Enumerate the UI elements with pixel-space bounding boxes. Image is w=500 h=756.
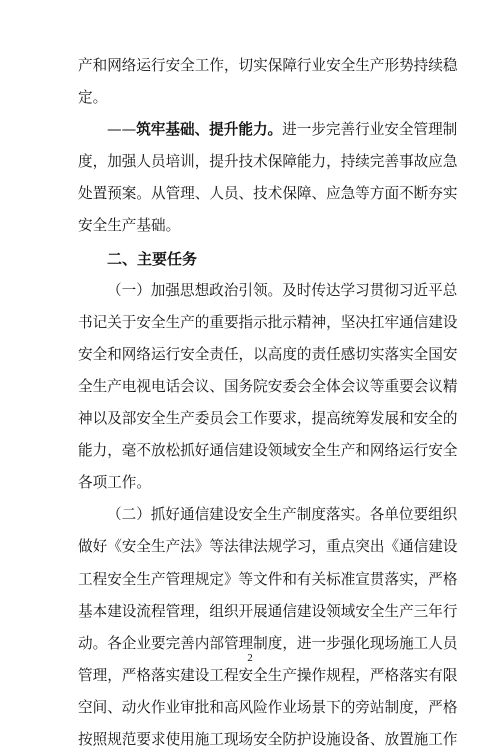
bold-phrase: 筑牢基础、提升能力。	[136, 121, 283, 139]
text-line: 度，加强人员培训，提升技术保障能力，持续完善事故应急	[78, 153, 458, 171]
paragraph-line: 能力，毫不放松抓好通信建设领域安全生产和网络运行安全	[78, 442, 458, 460]
paragraph-line: 空间、动火作业审批和高风险作业场景下的旁站制度，严格	[78, 698, 458, 716]
paragraph-line: 做好《安全生产法》等法律法规学习，重点突出《通信建设	[78, 538, 458, 556]
paragraph-line: 基本建设流程管理，组织开展通信建设领域安全生产三年行	[78, 602, 458, 620]
paragraph-line: （二）抓好通信建设安全生产制度落实。各单位要组织	[107, 506, 458, 524]
text-line: 安全生产基础。	[78, 217, 181, 235]
text-line: 产和网络运行安全工作，切实保障行业安全生产形势持续稳	[78, 57, 458, 74]
paragraph-line: 管理，严格落实建设工程安全生产操作规程，严格落实有限	[78, 666, 458, 684]
paragraph-line: 安全和网络运行安全责任，以高度的责任感切实落实全国安	[78, 345, 458, 363]
text-line: ——筑牢基础、提升能力。进一步完善行业安全管理制	[107, 121, 458, 139]
paragraph-line: （一）加强思想政治引领。及时传达学习贯彻习近平总	[107, 281, 458, 299]
paragraph-line: 神以及部安全生产委员会工作要求，提高统筹发展和安全的	[78, 410, 458, 428]
section-heading: 二、主要任务	[107, 249, 198, 268]
text-line: 定。	[78, 89, 108, 107]
page-number: 2	[247, 652, 253, 664]
paragraph-line: 按照规范要求使用施工现场安全防护设施设备、放置施工作	[78, 730, 458, 748]
paragraph-line: 动。各企业要完善内部管理制度，进一步强化现场施工人员	[78, 634, 458, 652]
paragraph-line: 各项工作。	[78, 474, 151, 492]
body-text	[78, 50, 458, 756]
paragraph-line: 书记关于安全生产的重要指示批示精神，坚决扛牢通信建设	[78, 313, 458, 331]
text-line: 处置预案。从管理、人员、技术保障、应急等方面不断夯实	[78, 185, 458, 203]
paragraph-line: 工程安全生产管理规定》等文件和有关标准宣贯落实，严格	[78, 570, 458, 588]
paragraph-line: 全生产电视电话会议、国务院安委会全体会议等重要会议精	[78, 377, 458, 395]
